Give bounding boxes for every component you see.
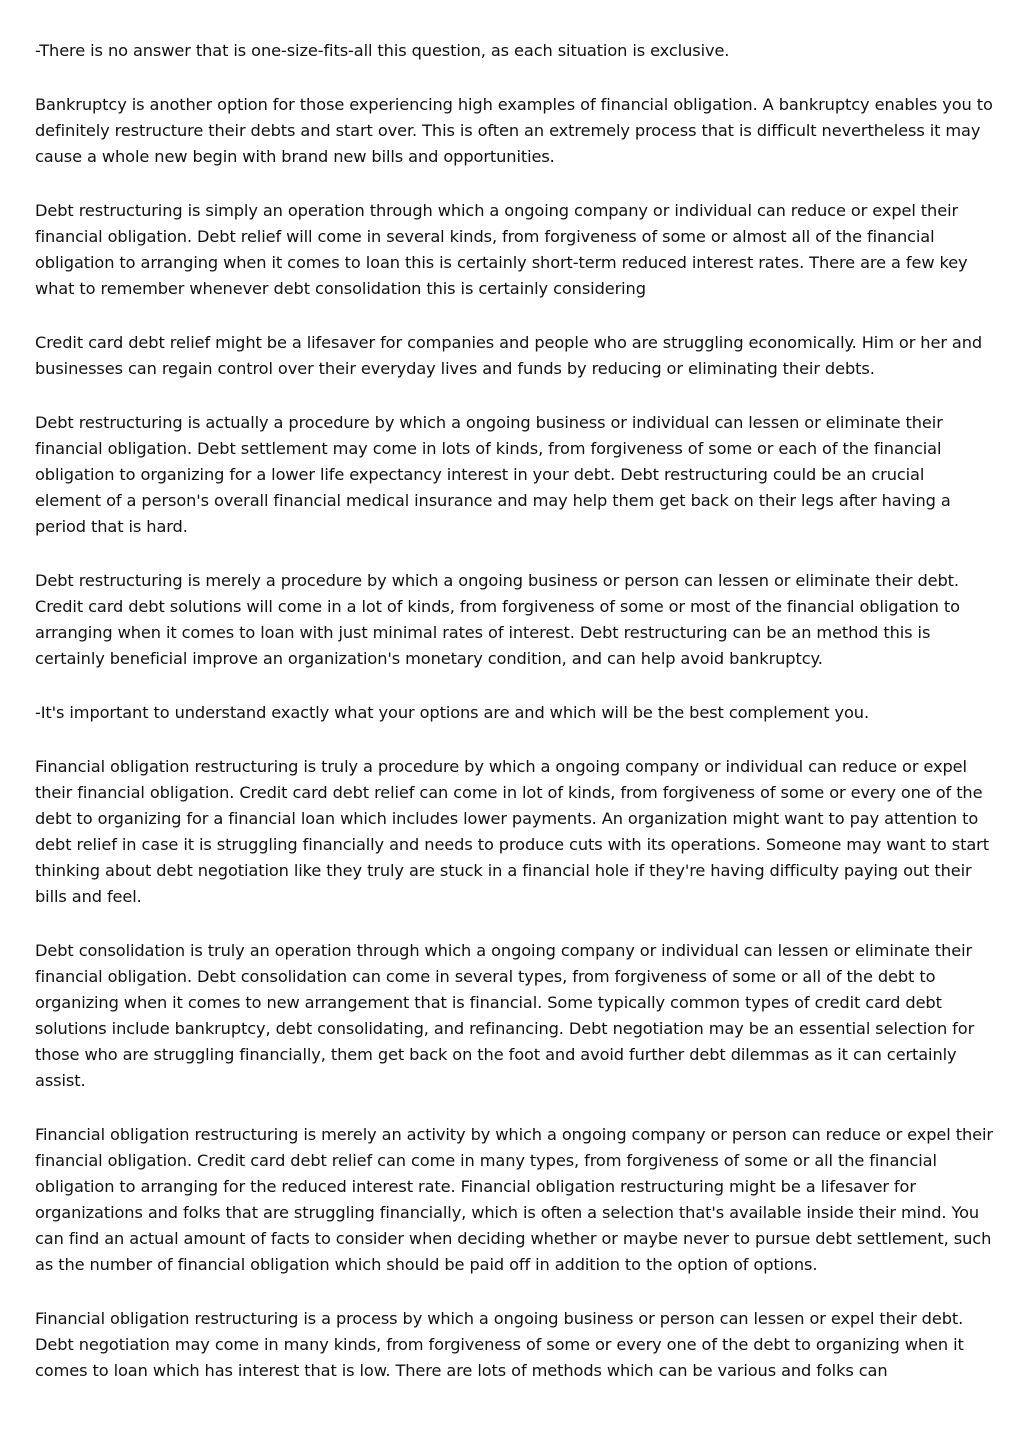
document-body <box>35 38 995 1412</box>
paragraph-1: -There is no answer that is one-size-fits-all this question, as each situation is exclusive. <box>35 41 730 60</box>
paragraph-6: Debt restructuring is merely a procedure by which a ongoing business or person can lessen or eliminate their debt. Credit card debt solutions will come in a lot of kinds, from forgiveness of some or most of the financial obligation to arranging when it comes to loan with just minimal rates of interest. Debt restructuring can be an method this is certainly beneficial improve an organization's monetary condition, and can help avoid bankruptcy. <box>35 571 960 668</box>
paragraph-5: Debt restructuring is actually a procedure by which a ongoing business or individual can lessen or eliminate their financial obligation. Debt settlement may come in lots of kinds, from forgiveness of some or each of the financial obligation to organizing for a lower life expectancy interest in your debt. Debt restructuring could be an crucial element of a person's overall financial medical insurance and may help them get back on their legs after having a period that is hard. <box>35 413 951 536</box>
paragraph-4: Credit card debt relief might be a lifesaver for companies and people who are struggling economically. Him or her and businesses can regain control over their everyday lives and funds by reducing or eliminating their debts. <box>35 333 983 378</box>
paragraph-10: Financial obligation restructuring is merely an activity by which a ongoing company or person can reduce or expel their financial obligation. Credit card debt relief can come in many types, from forgiveness of some or all the financial obligation to arranging for the reduced interest rate. Financial obligation restructuring might be a lifesaver for organizations and folks that are struggling financially, which is often a selection that's available inside their mind. You can find an actual amount of facts to consider when deciding whether or maybe never to pursue debt settlement, such as the number of financial obligation which should be paid off in addition to the option of options. <box>35 1125 993 1274</box>
paragraph-2: Bankruptcy is another option for those experiencing high examples of financial obligation. A bankruptcy enables you to definitely restructure their debts and start over. This is often an extremely process that is difficult nevertheless it may cause a whole new begin with brand new bills and opportunities. <box>35 95 993 166</box>
paragraph-3: Debt restructuring is simply an operation through which a ongoing company or individual can reduce or expel their financial obligation. Debt relief will come in several kinds, from forgiveness of some or almost all of the financial obligation to arranging when it comes to loan this is certainly short-term reduced interest rates. There are a few key what to remember whenever debt consolidation this is certainly considering <box>35 201 968 298</box>
paragraph-9: Debt consolidation is truly an operation through which a ongoing company or individual can lessen or eliminate their financial obligation. Debt consolidation can come in several types, from forgiveness of some or all of the debt to organizing when it comes to new arrangement that is financial. Some typically common types of credit card debt solutions include bankruptcy, debt consolidating, and refinancing. Debt negotiation may be an essential selection for those who are struggling financially, them get back on the foot and avoid further debt dilemmas as it can certainly assist. <box>35 941 975 1090</box>
paragraph-7: -It's important to understand exactly what your options are and which will be the best complement you. <box>35 703 869 722</box>
paragraph-8: Financial obligation restructuring is truly a procedure by which a ongoing company or individual can reduce or expel their financial obligation. Credit card debt relief can come in lot of kinds, from forgiveness of some or every one of the debt to organizing for a financial loan which includes lower payments. An organization might want to pay attention to debt relief in case it is struggling financially and needs to produce cuts with its operations. Someone may want to start thinking about debt negotiation like they truly are stuck in a financial hole if they're having difficulty paying out their bills and feel. <box>35 757 989 906</box>
paragraph-11: Financial obligation restructuring is a process by which a ongoing business or person can lessen or expel their debt. Debt negotiation may come in many kinds, from forgiveness of some or every one of the debt to organizing when it comes to loan which has interest that is low. There are lots of methods which can be various and folks can <box>35 1309 964 1380</box>
